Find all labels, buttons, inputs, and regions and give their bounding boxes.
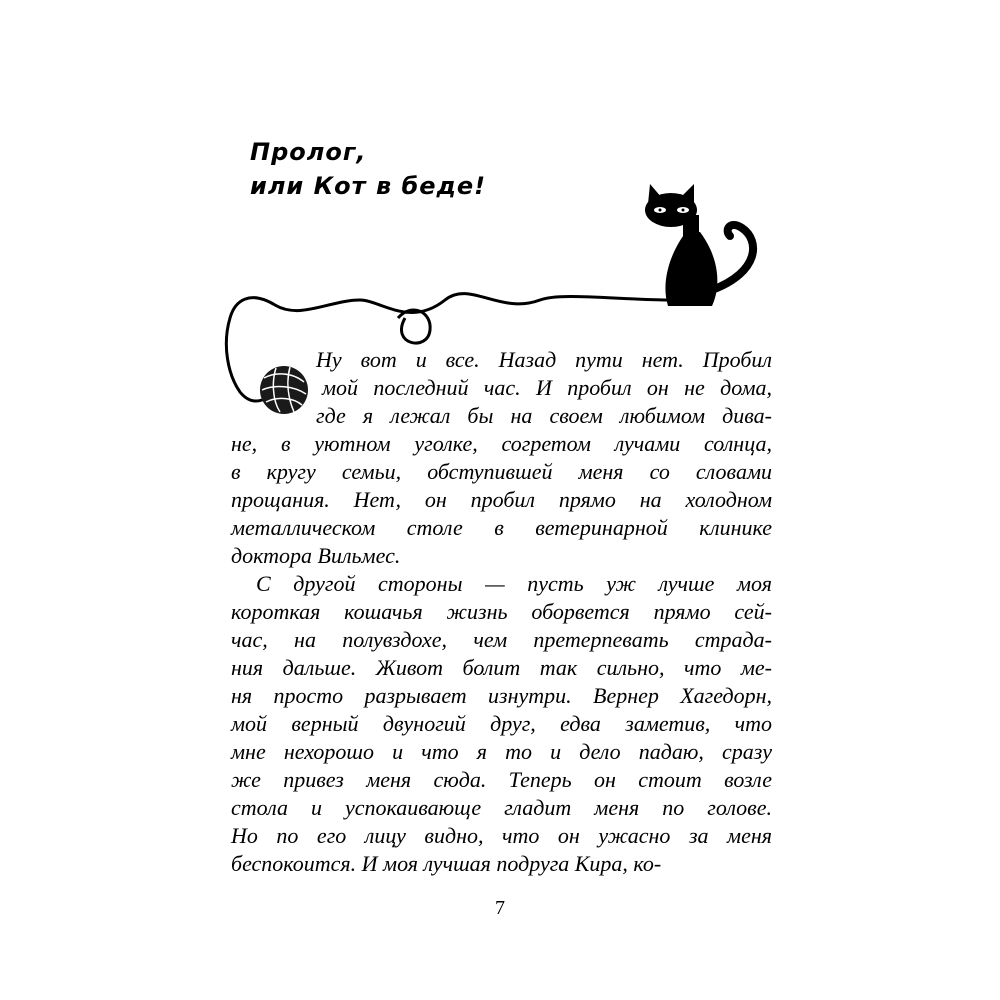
text-line: мне нехорошо и что я то и дело падаю, сразу bbox=[231, 739, 772, 764]
text-line: час, на полувздохе, чем претерпевать страда- bbox=[231, 627, 772, 652]
text-line: где я лежал бы на своем любимом дива- bbox=[316, 403, 772, 428]
yarn-ball-icon bbox=[260, 366, 308, 414]
text-line: ния дальше. Живот болит так сильно, что ме- bbox=[231, 655, 772, 680]
yarn-thread-loop bbox=[398, 310, 430, 343]
text-line: короткая кошачья жизнь оборвется прямо сей- bbox=[231, 599, 772, 624]
chapter-title-line-1: Пролог, bbox=[250, 138, 367, 166]
chapter-title-line-2: или Кот в беде! bbox=[250, 172, 487, 200]
text-line: в кругу семьи, обступившей меня со словами bbox=[231, 459, 772, 484]
black-cat-icon bbox=[645, 184, 753, 306]
text-line: доктора Вильмес. bbox=[231, 543, 401, 568]
text-line: С другой стороны — пусть уж лучше моя bbox=[256, 571, 772, 596]
text-line: Ну вот и все. Назад пути нет. Пробил bbox=[316, 347, 772, 372]
text-line: Но по его лицу видно, что он ужасно за меня bbox=[231, 823, 772, 848]
chapter-title bbox=[250, 135, 486, 203]
text-line: мой последний час. И пробил он не дома, bbox=[322, 375, 772, 400]
text-line: беспокоится. И моя лучшая подруга Кира, ко- bbox=[231, 851, 662, 876]
text-line: стола и успокаивающе гладит меня по голове. bbox=[231, 795, 772, 820]
text-line: ня просто разрывает изнутри. Вернер Хагедорн, bbox=[231, 683, 772, 708]
text-line: металлическом столе в ветеринарной клинике bbox=[231, 515, 772, 540]
text-line: прощания. Нет, он пробил прямо на холодном bbox=[231, 487, 772, 512]
page-number: 7 bbox=[495, 897, 505, 919]
text-line: не, в уютном уголке, согретом лучами солнца, bbox=[231, 431, 772, 456]
text-line: же привез меня сюда. Теперь он стоит возле bbox=[231, 767, 772, 792]
text-line: мой верный двуногий друг, едва заметив, что bbox=[231, 711, 772, 736]
